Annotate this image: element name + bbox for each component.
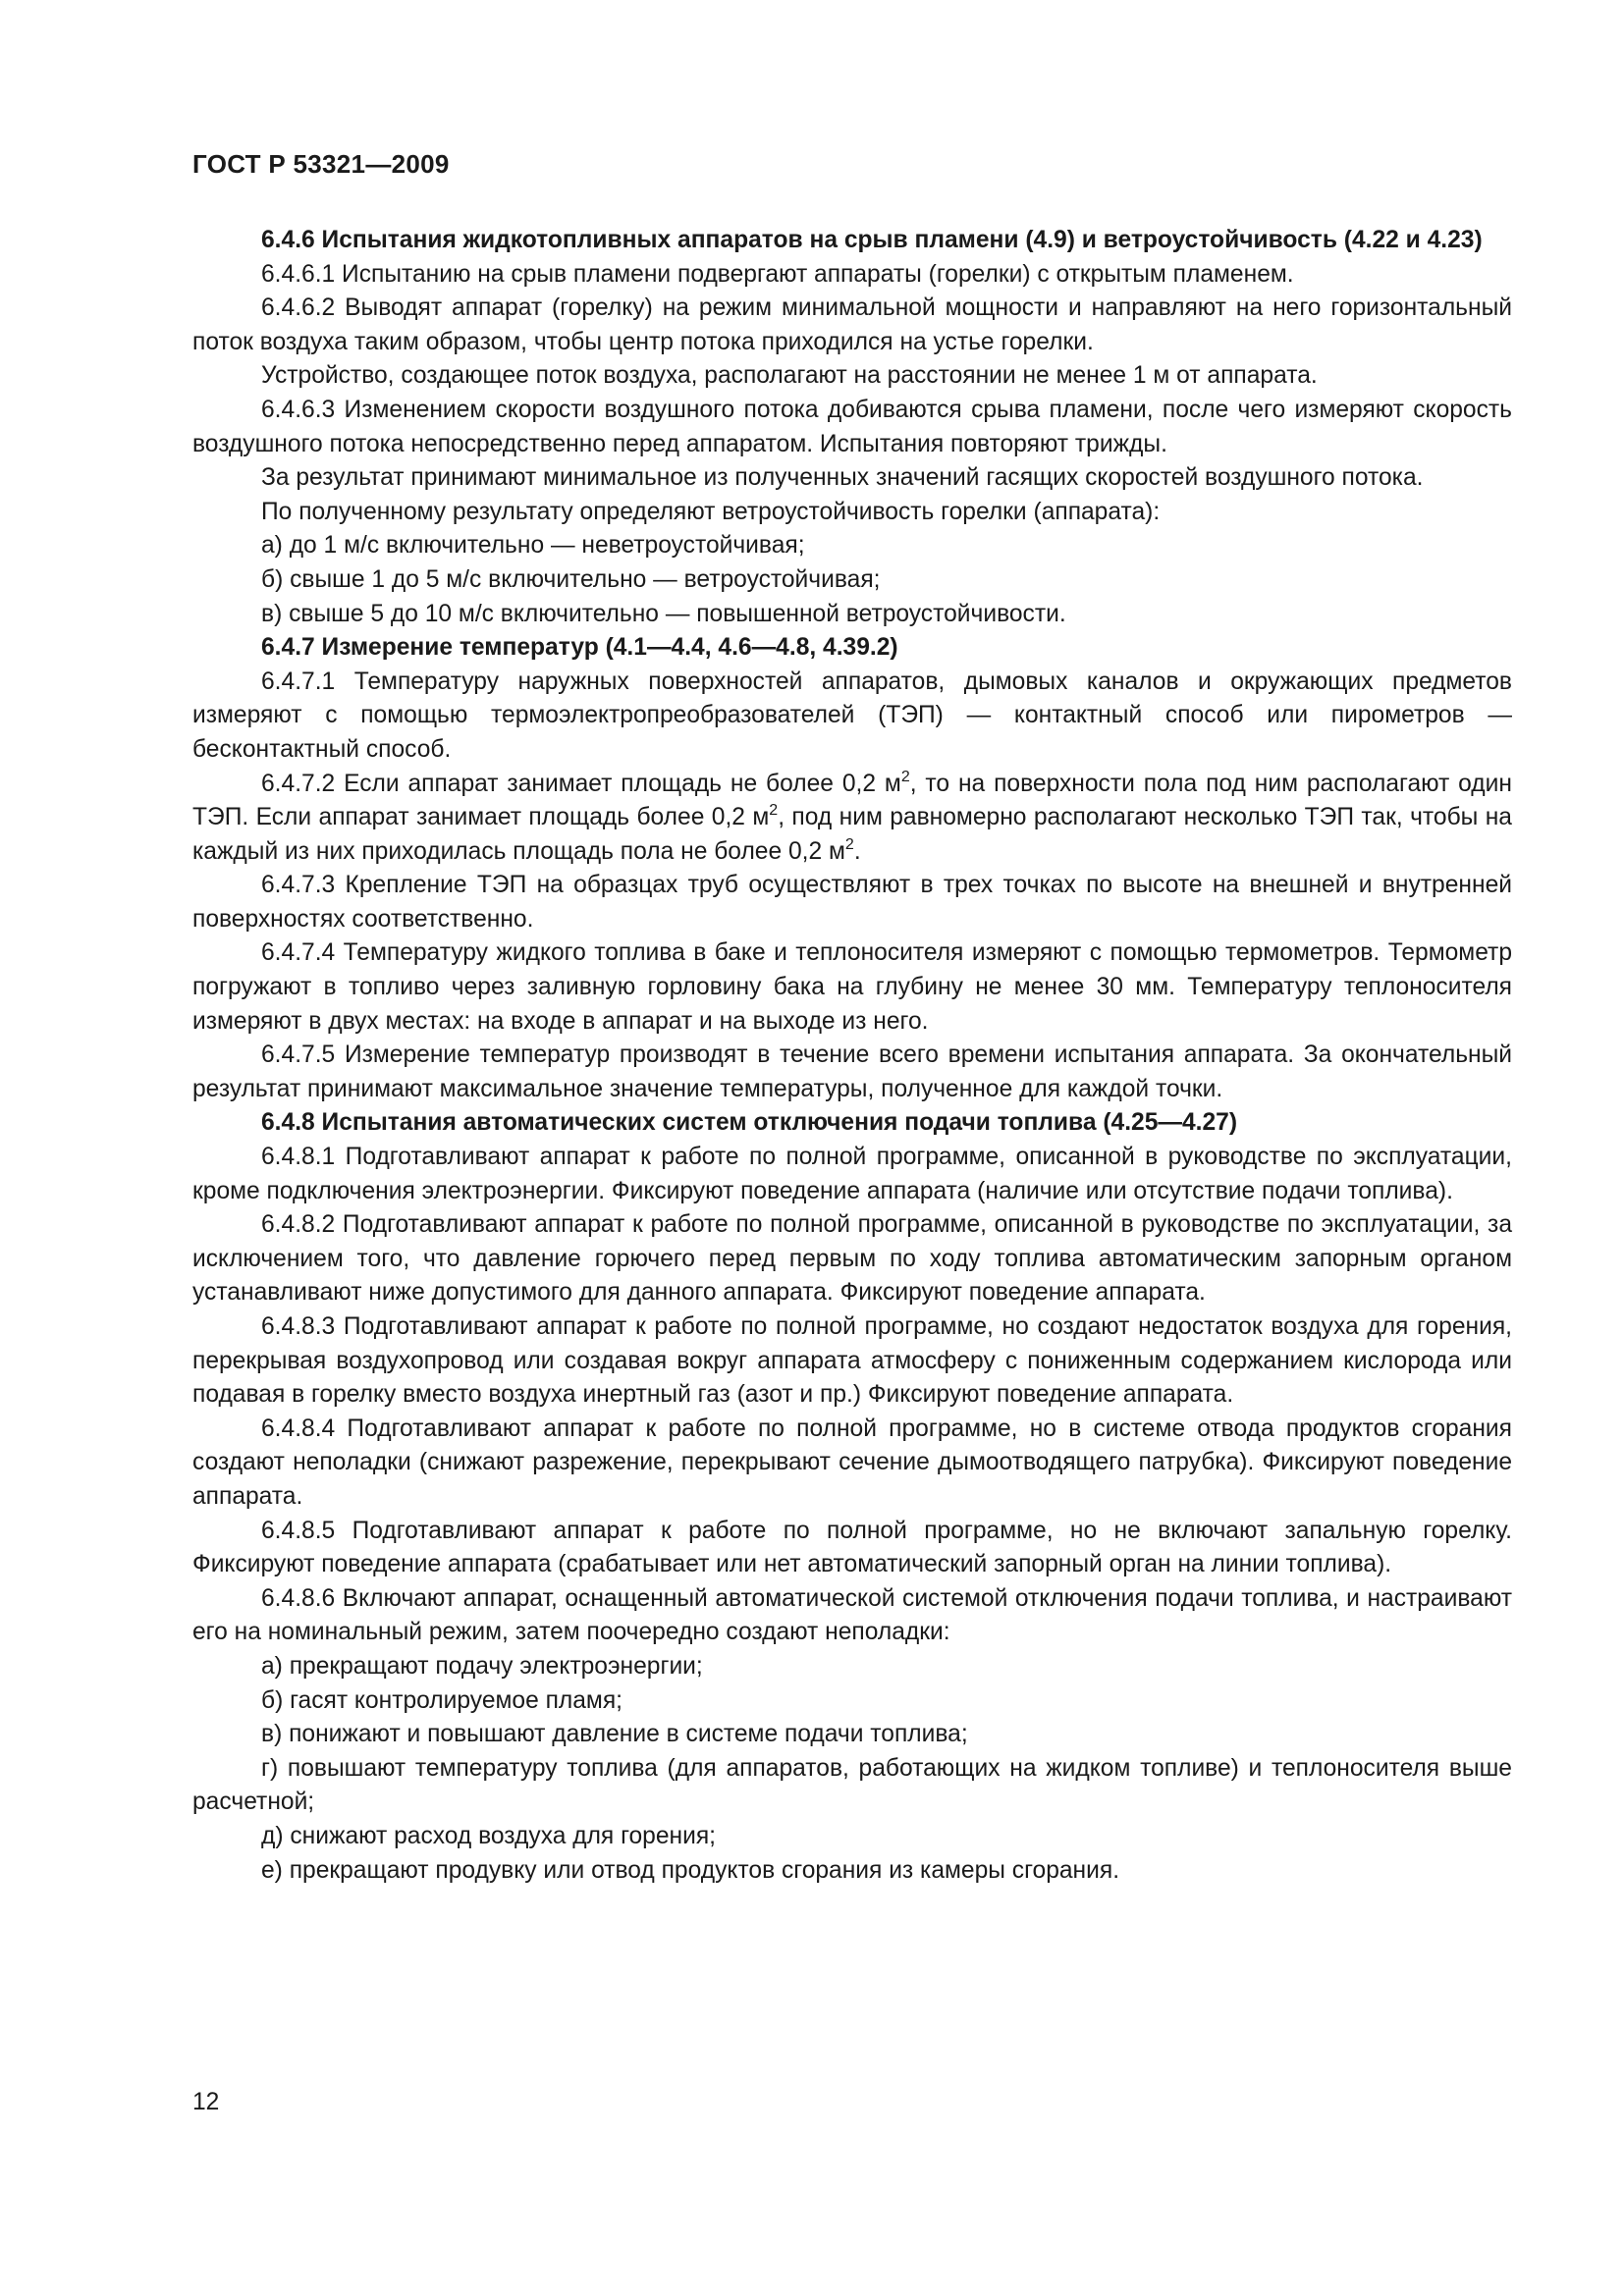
text-run: , под ним равномерно располагают несколько ТЭП так, чтобы на каждый из них приходилась площадь пола не более 0,2 м (192, 804, 1512, 865)
paragraph-6-4-8-4: 6.4.8.4 Подготавливают аппарат к работе по полной программе, но в системе отвода продуктов сгорания создают неполадки (снижают разрежение, перекрывают сечение дымоотводящего патрубка). Фиксируют поведение аппарата. (192, 1415, 1512, 1510)
text-run: . (853, 837, 861, 865)
paragraph-6-4-8-2: 6.4.8.2 Подготавливают аппарат к работе по полной программе, описанной в руководстве по эксплуатации, за исключением того, что давление горючего перед первым по ходу топлива автоматическим запорным органом устанавливают ниже допустимого для данного аппарата. Фиксируют поведение аппарата. (192, 1211, 1512, 1307)
page-number: 12 (192, 2089, 220, 2115)
paragraph-6-4-7-2 (192, 768, 1512, 870)
paragraph-6-4-7-5: 6.4.7.5 Измерение температур производят в течение всего времени испытания аппарата. За окончательный результат принимают максимальное значение температуры, полученное для каждой точки. (192, 1041, 1512, 1102)
list-item-v: в) понижают и повышают давление в системе подачи топлива; (261, 1721, 968, 1748)
document-code-header: ГОСТ Р 53321—2009 (192, 149, 450, 179)
paragraph-6-4-7-1: 6.4.7.1 Температуру наружных поверхностей аппаратов, дымовых каналов и окружающих предметов измеряют с помощью термоэлектропреобразователей (ТЭП) — контактный способ или пирометров — бесконтактный способ. (192, 667, 1512, 763)
section-heading-6-4-6: 6.4.6 Испытания жидкотопливных аппаратов на срыв пламени (4.9) и ветроустойчивость (4.22 и 4.23) (261, 227, 1483, 253)
superscript: 2 (769, 802, 779, 820)
paragraph-result: За результат принимают минимальное из полученных значений гасящих скоростей воздушного потока. (261, 464, 1424, 492)
paragraph-air-device: Устройство, создающее поток воздуха, располагают на расстоянии не менее 1 м от аппарата. (261, 362, 1318, 390)
paragraph-6-4-7-3: 6.4.7.3 Крепление ТЭП на образцах труб осуществляют в трех точках по высоте на внешней и внутренней поверхностях соответственно. (192, 872, 1512, 933)
paragraph-6-4-6-1: 6.4.6.1 Испытанию на срыв пламени подвергают аппараты (горелки) с открытым пламенем. (261, 260, 1294, 288)
paragraph-6-4-8-3: 6.4.8.3 Подготавливают аппарат к работе по полной программе, но создают недостаток воздуха для горения, перекрывая воздухопровод или создавая вокруг аппарата атмосферу с пониженным содержанием кислорода или подавая в горелку вместо воздуха инертный газ (азот и пр.) Фиксируют поведение аппарата. (192, 1313, 1512, 1409)
document-body (192, 224, 1512, 1888)
list-item-d: д) снижают расход воздуха для горения; (261, 1822, 717, 1849)
list-item-a: а) до 1 м/с включительно — неветроустойчивая; (261, 532, 805, 560)
paragraph-wind-resistance: По полученному результату определяют ветроустойчивость горелки (аппарата): (261, 498, 1161, 525)
list-item-b: б) гасят контролируемое пламя; (261, 1686, 623, 1714)
text-run: 6.4.7.2 Если аппарат занимает площадь не более 0,2 м (261, 770, 901, 797)
section-heading-6-4-8: 6.4.8 Испытания автоматических систем отключения подачи топлива (4.25—4.27) (261, 1109, 1238, 1137)
list-item-e: е) прекращают продувку или отвод продуктов сгорания из камеры сгорания. (261, 1856, 1120, 1884)
list-item-g: г) повышают температуру топлива (для аппаратов, работающих на жидком топливе) и теплоносителя выше расчетной; (192, 1754, 1512, 1816)
list-item-v: в) свыше 5 до 10 м/с включительно — повышенной ветроустойчивости. (261, 600, 1066, 627)
list-item-b: б) свыше 1 до 5 м/с включительно — ветроустойчивая; (261, 565, 881, 593)
paragraph-6-4-7-4: 6.4.7.4 Температуру жидкого топлива в баке и теплоносителя измеряют с помощью термометров. Термометр погружают в топливо через заливную горловину бака на глубину не менее 30 мм. Температуру теплоносителя измеряют в двух местах: на входе в аппарат и на выходе из него. (192, 939, 1512, 1035)
list-item-a: а) прекращают подачу электроэнергии; (261, 1652, 703, 1680)
superscript: 2 (900, 768, 910, 785)
superscript: 2 (844, 835, 854, 853)
paragraph-6-4-6-2: 6.4.6.2 Выводят аппарат (горелку) на режим минимальной мощности и направляют на него горизонтальный поток воздуха таким образом, чтобы центр потока приходился на устье горелки. (192, 294, 1512, 355)
paragraph-6-4-8-6: 6.4.8.6 Включают аппарат, оснащенный автоматической системой отключения подачи топлива, и настраивают его на номинальный режим, затем поочередно создают неполадки: (192, 1584, 1512, 1646)
text-run: , то на поверхности пола под ним располагают один ТЭП. Если аппарат занимает площадь более 0,2 м (192, 770, 1512, 831)
paragraph-6-4-8-1: 6.4.8.1 Подготавливают аппарат к работе по полной программе, описанной в руководстве по эксплуатации, кроме подключения электроэнергии. Фиксируют поведение аппарата (наличие или отсутствие подачи топлива). (192, 1144, 1512, 1204)
section-heading-6-4-7: 6.4.7 Измерение температур (4.1—4.4, 4.6—4.8, 4.39.2) (261, 634, 898, 662)
paragraph-6-4-8-5: 6.4.8.5 Подготавливают аппарат к работе по полной программе, но не включают запальную горелку. Фиксируют поведение аппарата (срабатывает или нет автоматический запорный орган на линии топлива). (192, 1517, 1512, 1578)
paragraph-6-4-6-3: 6.4.6.3 Изменением скорости воздушного потока добиваются срыва пламени, после чего измеряют скорость воздушного потока непосредственно перед аппаратом. Испытания повторяют трижды. (192, 396, 1512, 457)
